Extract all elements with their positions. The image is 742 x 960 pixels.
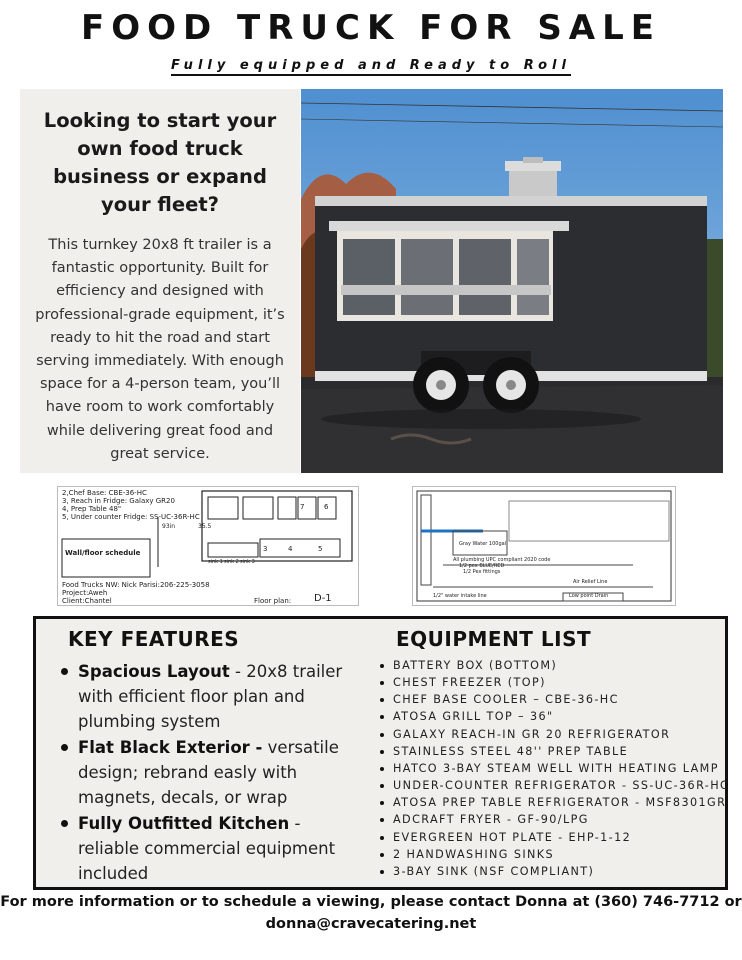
list-item: ATOSA PREP TABLE REFRIGERATOR - MSF8301GR [379,794,729,811]
plumbing-label: Low point Drain [569,593,609,599]
list-item: 3-BAY SINK (NSF COMPLIANT) [379,863,729,880]
plumbing-label: 1/2 Pex fittings [463,569,501,575]
list-item [58,811,348,886]
list-item: CHEST FREEZER (TOP) [379,674,729,691]
floor-plan-credits [62,581,210,605]
floor-plan-sink: sink 3 [240,559,255,565]
plumbing-label: All plumbing UPC compliant 2020 code [453,557,551,563]
floor-plan-note: 5, Under counter Fridge: SS-UC-36R-HC [62,513,200,521]
equipment-list [379,657,729,880]
contact-footer [0,891,742,935]
floor-plan-sink: sink 2 [224,559,239,565]
plumbing-label: Gray Water 100gal [459,541,507,547]
floor-plan-station: 6 [324,503,329,511]
key-features-list [58,659,348,887]
intro-heading: Looking to start your own food truck business or expand your fleet? [43,109,277,216]
floor-plan-note: 2,Chef Base: CBE-36-HC [62,489,147,497]
floor-plan-dim: 93in [162,523,176,530]
feature-text: - 20x8 trailer with efficient floor plan and plumbing system [78,662,343,731]
floor-plan-note: 3, Reach in Fridge: Galaxy GR20 [62,497,175,505]
floor-plan-notes [62,489,200,521]
list-item: EVERGREEN HOT PLATE - EHP-1-12 [379,829,729,846]
floor-plan-station: 7 [300,503,305,511]
feature-title: Spacious Layout [78,662,230,681]
feature-text: - reliable commercial equipment included [78,814,336,883]
floor-plan-sheet: D-1 [314,593,332,604]
floor-plan-company: Food Trucks NW: Nick Parisi:206-225-3058 [62,581,210,589]
list-item [58,659,348,734]
trailer-photo [301,89,723,473]
plumbing-label: Air Relief Line [573,579,608,585]
list-item [58,735,348,810]
floor-plan-station: 3 [263,545,268,553]
plumbing-plan-image [412,486,676,606]
floor-plan-note: 4, Prep Table 48" [62,505,122,513]
floor-plan-schedule-label: Wall/floor schedule [65,549,141,557]
list-item: GALAXY REACH-IN GR 20 REFRIGERATOR [379,726,729,743]
intro-panel [20,89,300,473]
list-item: CHEF BASE COOLER – CBE-36-HC [379,691,729,708]
plumbing-label: 1/2 pex BLUE/RED [459,563,505,569]
list-item: HATCO 3-BAY STEAM WELL WITH HEATING LAMP [379,760,729,777]
list-item: STAINLESS STEEL 48'' PREP TABLE [379,743,729,760]
contact-email[interactable]: donna@cravecatering.net [265,916,477,932]
floor-plan-image [57,486,359,606]
list-item: UNDER-COUNTER REFRIGERATOR - SS-UC-36R-HC [379,777,729,794]
list-item: ATOSA GRILL TOP – 36" [379,708,729,725]
list-item: BATTERY BOX (BOTTOM) [379,657,729,674]
plumbing-plan-drawing [413,487,675,605]
floor-plan-dim: 35.5 [198,523,212,530]
floor-plan-project: Project:Aweh [62,589,108,597]
list-item: 2 HANDWASHING SINKS [379,846,729,863]
feature-title: Fully Outfitted Kitchen [78,814,290,833]
contact-line: For more information or to schedule a viewing, please contact Donna at (360) 746-7712 or [0,894,742,910]
key-features-heading: KEY FEATURES [68,627,240,651]
floor-plan-sink: sink 1 [208,559,223,565]
subtitle-text: Fully equipped and Ready to Roll [171,58,571,76]
intro-body: This turnkey 20x8 ft trailer is a fantastic opportunity. Built for efficiency and designed with professional-grade equipment, it’s ready to hit the road and start serving immediately. With enough space for a 4-person team, you’ll have room to work comfortably while delivering great food and great service. [35,237,285,462]
floor-plan-station: 4 [288,545,293,553]
page-title: FOOD TRUCK FOR SALE [80,8,662,48]
page-subtitle [0,58,742,73]
plumbing-label: 1/2" water intake line [433,593,487,599]
floor-plan-station: 5 [318,545,323,553]
floor-plan-client: Client:Chantel [62,597,112,605]
features-panel [33,616,728,890]
feature-text: versatile design; rebrand easly with magnets, decals, or wrap [78,738,339,807]
floor-plan-label: Floor plan: [254,597,292,605]
feature-title: Flat Black Exterior - [78,738,263,757]
trailer-illustration [301,89,723,473]
equipment-heading: EQUIPMENT LIST [396,627,592,651]
list-item: ADCRAFT FRYER - GF-90/LPG [379,811,729,828]
